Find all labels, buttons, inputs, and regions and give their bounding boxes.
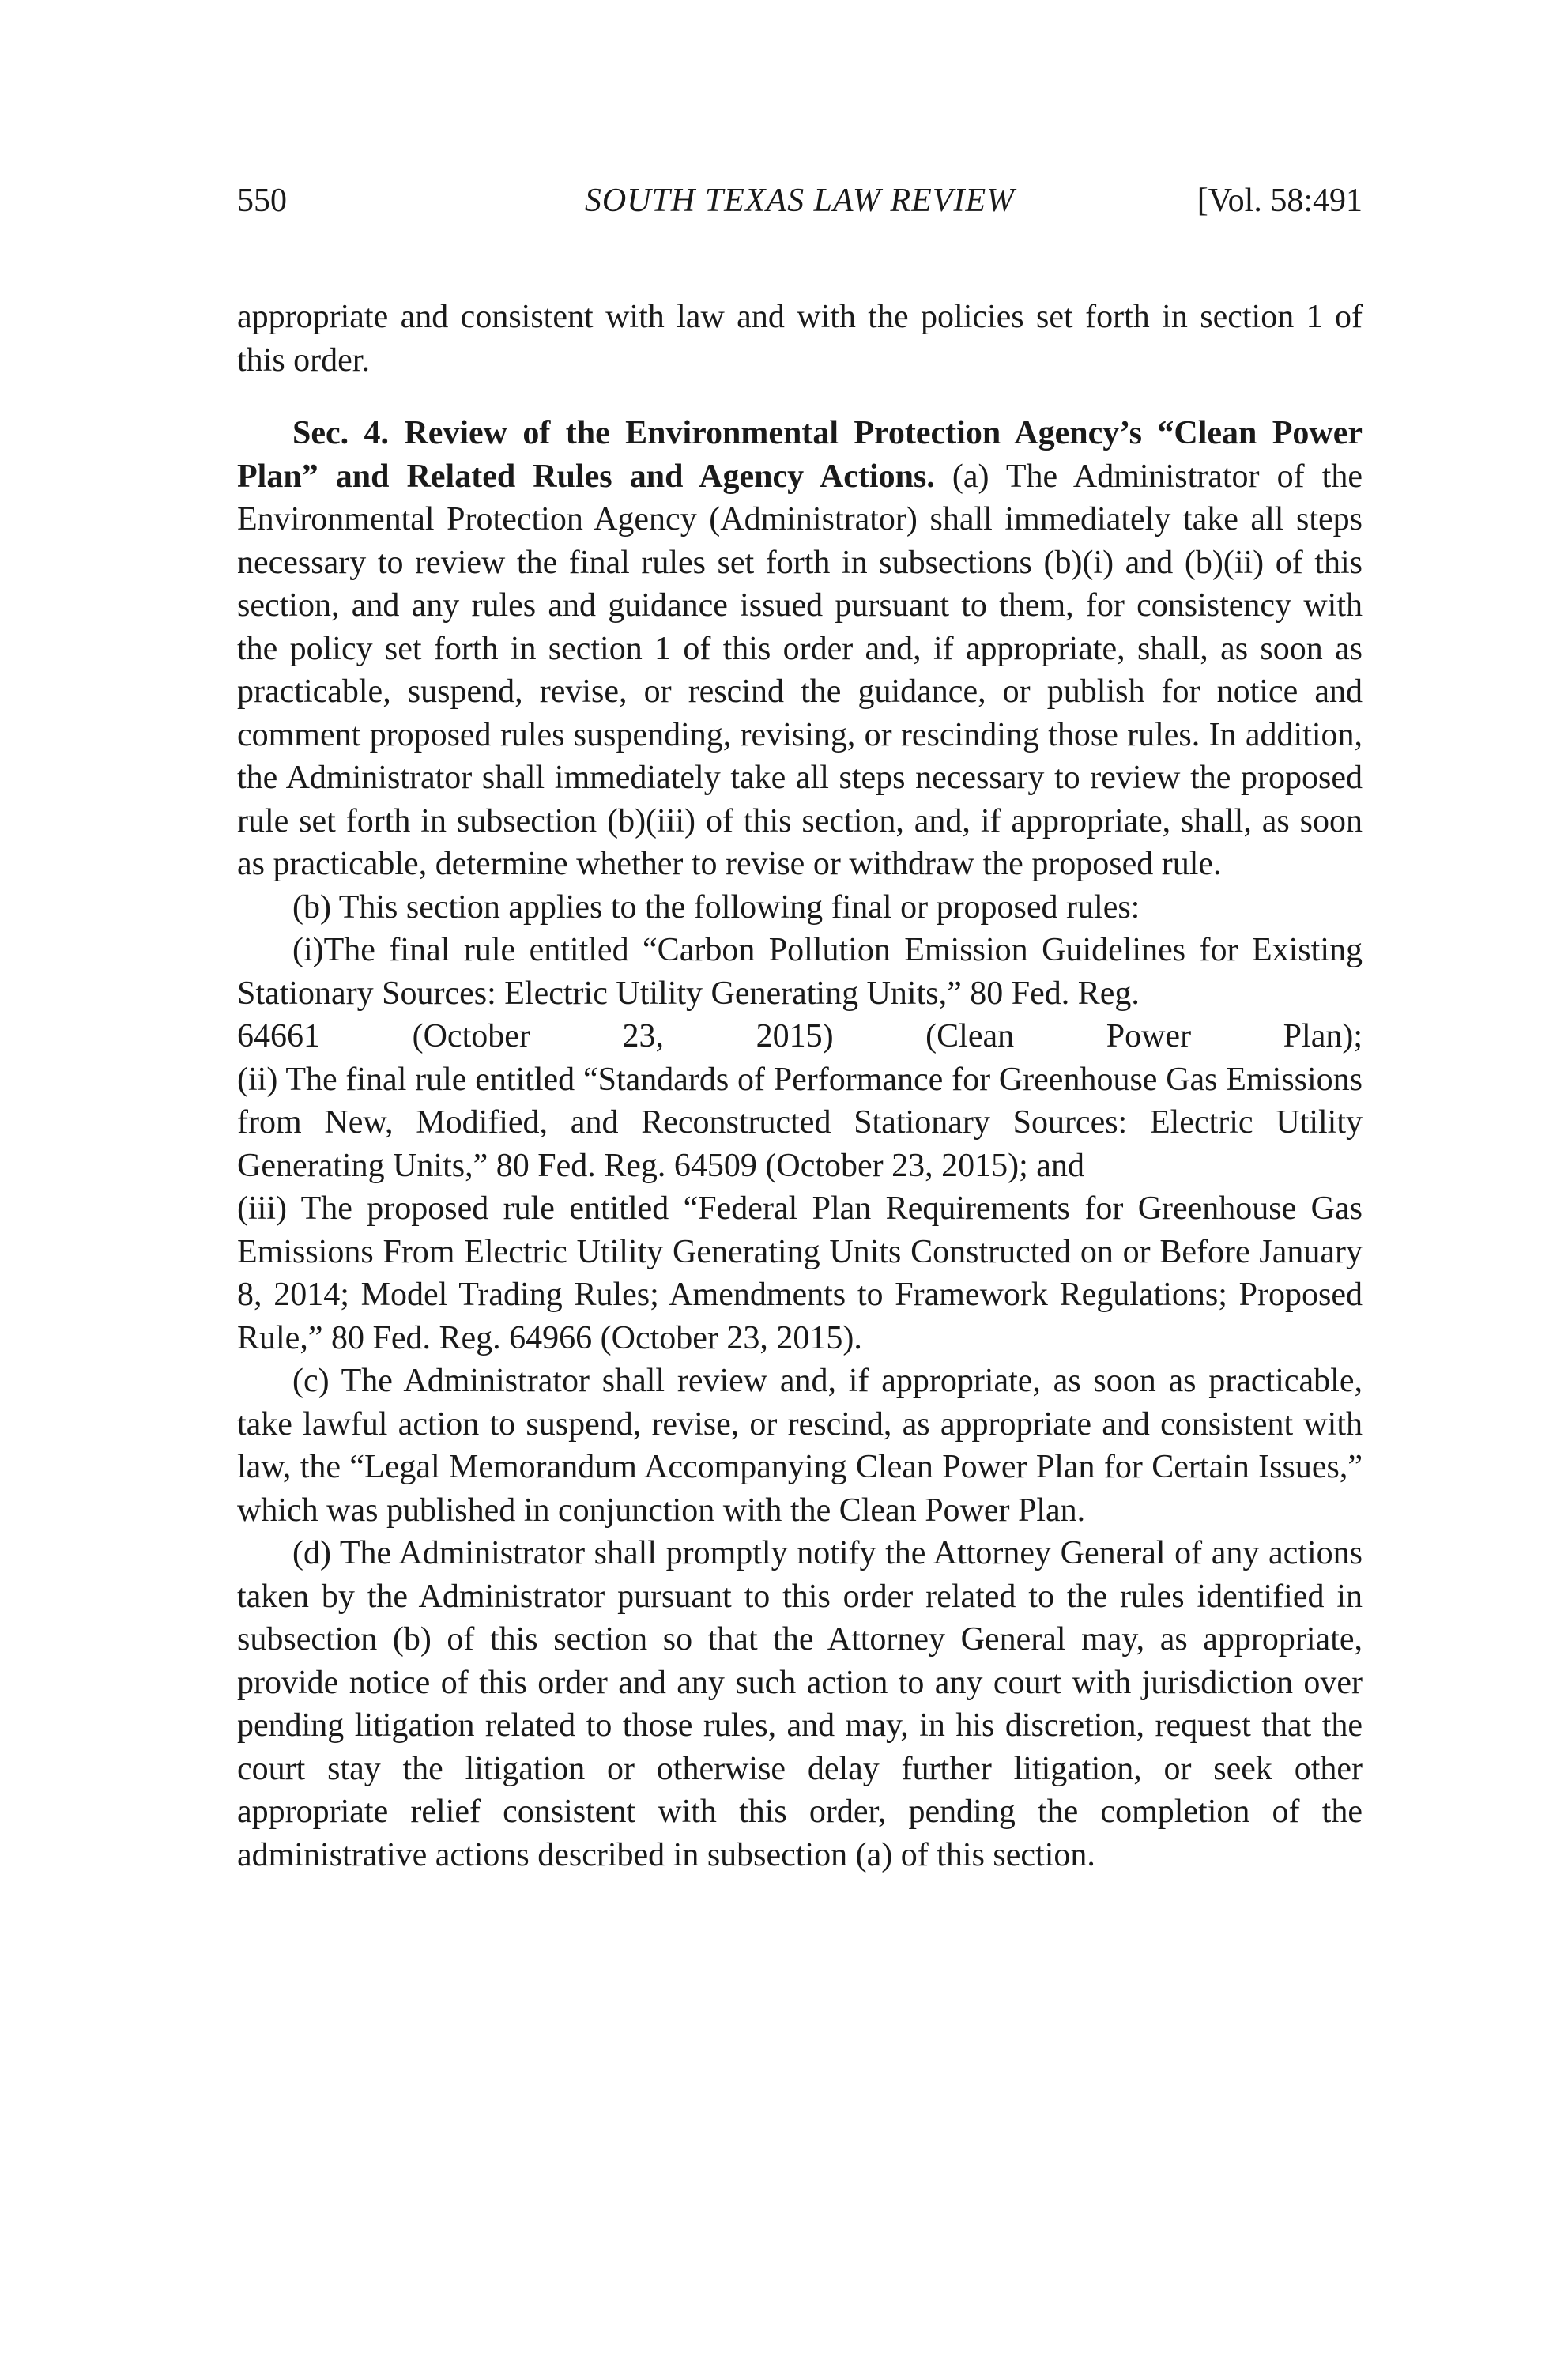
page-number: 550: [237, 183, 287, 219]
continuation-paragraph: appropriate and consistent with law and with the policies set forth in section 1 of this order.: [237, 299, 1363, 379]
paragraph-d: (d) The Administrator shall promptly notify the Attorney General of any actions taken by the Administrator pursuant to this order related to the rules identified in subsection (b) of this section so that the Attorney General may, as appropriate, provide notice of this order and any such action to any court with jurisdiction over pending litigation related to those rules, and may, in his discretion, request that the court stay the litigation or otherwise delay further litigation, or seek other appropriate relief consistent with this order, pending the completion of the administrative actions described in subsection (a) of this section.: [237, 1535, 1363, 1873]
running-header: [237, 180, 1363, 221]
item-i-text: (i)The final rule entitled “Carbon Pollution Emission Guidelines for Existing Stationary Sources: Electric Utility Generating Units,” 80 Fed. Reg.: [237, 932, 1363, 1012]
journal-title: SOUTH TEXAS LAW REVIEW: [584, 183, 1016, 219]
item-iii: (iii) The proposed rule entitled “Federal Plan Requirements for Greenhouse Gas Emissions From Electric Utility Generating Units Constructed on or Before January 8, 2014; Model Trading Rules; Amendments to Framework Regulations; Proposed Rule,” 80 Fed. Reg. 64966 (October 23, 2015).: [237, 1190, 1363, 1356]
paragraph-a: (a) The Administrator of the Environmental Protection Agency (Administrator) shall immediately take all steps necessary to review the final rules set forth in subsections (b)(i) and (b)(ii) of this section, and any rules and guidance issued pursuant to them, for consistency with the policy set forth in section 1 of this order and, if appropriate, shall, as soon as practicable, suspend, revise, or rescind the guidance, or publish for notice and comment proposed rules suspending, revising, or rescinding those rules. In addition, the Administrator shall immediately take all steps necessary to review the proposed rule set forth in subsection (b)(iii) of this section, and, if appropriate, shall, as soon as practicable, determine whether to revise or withdraw the proposed rule.: [237, 458, 1363, 882]
item-i: [237, 929, 1363, 1015]
paragraph-b: (b) This section applies to the following final or proposed rules:: [292, 888, 1140, 926]
section-heading: Sec. 4. Review of the Environmental Protection Agency’s “Clean Power Plan” and Related Rules and Agency Actions.: [237, 415, 1363, 495]
body-text: [237, 296, 1363, 1877]
paragraph-c: (c) The Administrator shall review and, if appropriate, as soon as practicable, take lawful action to suspend, revise, or rescind, as appropriate and consistent with law, the “Legal Memorandum Accompanying Clean Power Plan for Certain Issues,” which was published in conjunction with the Clean Power Plan.: [237, 1363, 1363, 1529]
item-i-citation: 64661 (October 23, 2015) (Clean Power Plan);: [237, 1018, 1363, 1054]
paragraph-gap: [237, 382, 1363, 412]
item-i-continued: [237, 1015, 1363, 1058]
volume-citation: [Vol. 58:491: [1197, 183, 1363, 219]
section-4-paragraph: [237, 412, 1363, 886]
item-ii: (ii) The final rule entitled “Standards of Performance for Greenhouse Gas Emissions from New, Modified, and Reconstructed Stationary Sources: Electric Utility Generating Units,” 80 Fed. Reg. 64509 (October 23, 2015); and: [237, 1061, 1363, 1184]
